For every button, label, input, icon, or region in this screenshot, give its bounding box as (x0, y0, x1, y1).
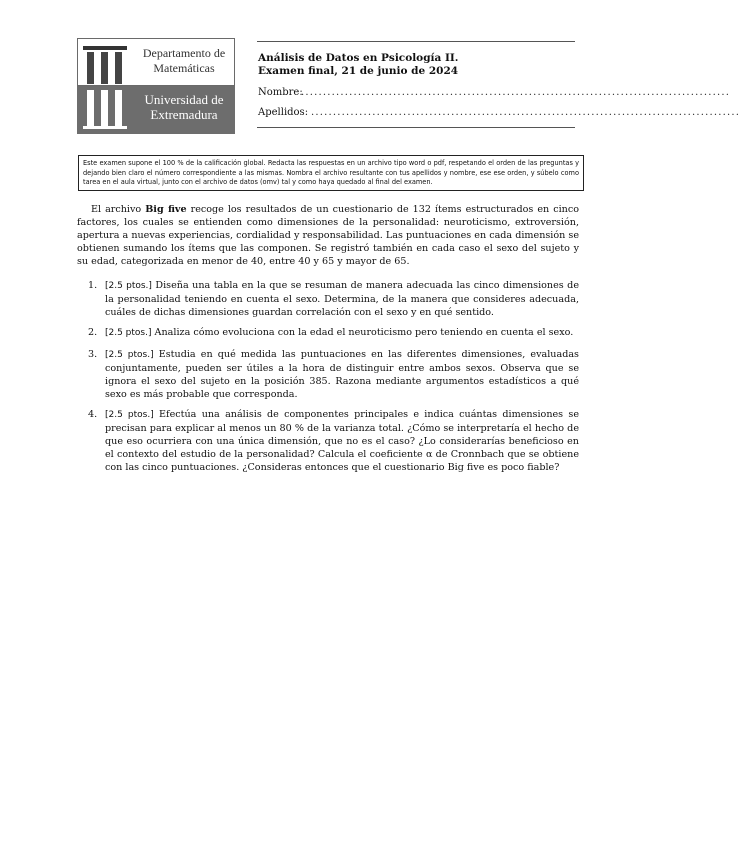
logo-department-text (135, 46, 233, 76)
question-number: 4. (88, 409, 98, 420)
question-2 (88, 326, 579, 340)
logo-department-line1: Departamento de (142, 46, 226, 60)
question-points: [2.5 ptos.] (105, 281, 152, 291)
question-4 (88, 408, 580, 474)
question-points: [2.5 ptos.] (105, 350, 154, 360)
exam-title (258, 52, 458, 78)
question-points: [2.5 ptos.] (105, 328, 152, 338)
exam-title-line1: Análisis de Datos en Psicología II. (258, 52, 459, 64)
logo-university-line1: Universidad de (144, 92, 224, 107)
question-text: Estudia en qué medida las puntuaciones en las diferentes dimensiones, evaluadas conjuntamente, pueden ser útiles a la hora de distinguir entre ambos sexos. Observa que se ignora el sexo del sujeto en la posición 385. Razona mediante argumentos estadísticos a qué sexo es más probable que corresponda. (105, 349, 579, 400)
surname-label: Apellidos: (258, 107, 309, 118)
logo-department-line2: Matemáticas (153, 61, 215, 75)
question-text: Efectúa una análisis de componentes principales e indica cuántas dimensiones se precisan para explicar al menos un 80 % de la varianza total. ¿Cómo se interpretaría el hecho de que eso ocurriera con una única dimensión, que no es el caso? ¿Lo considerarías beneficioso en el contexto del estudio de la personalidad? Calcula el coeficiente α de Cronnbach que se obtiene con las cinco puntuaciones. ¿Consideras entonces que el cuestionario Big five es poco fiable? (105, 409, 580, 473)
question-text: Analiza cómo evoluciona con la edad el neuroticismo pero teniendo en cuenta el sexo. (151, 327, 574, 338)
surname-fill-line: .................................................................................................. (311, 107, 740, 118)
question-3 (88, 348, 579, 401)
name-label: Nombre: (258, 87, 303, 98)
logo-columns-icon (77, 38, 135, 134)
logo-university-text (135, 92, 233, 122)
header-top-rule (257, 41, 575, 42)
question-1 (88, 279, 579, 319)
logo-university-line2: Extremadura (150, 107, 218, 122)
question-text: Diseña una tabla en la que se resuman de manera adecuada las cinco dimensiones de la personalidad teniendo en cuenta el sexo. Determina, de la manera que consideres adecuada, cuáles de dichas dimensiones guardan correlación con el sexo y en qué sentido. (105, 280, 579, 318)
university-logo (77, 38, 235, 134)
question-number: 1. (88, 280, 98, 291)
intro-paragraph (77, 203, 579, 268)
intro-text-before: El archivo (91, 204, 146, 215)
question-number: 2. (88, 327, 98, 338)
question-points: [2.5 ptos.] (105, 410, 154, 420)
header-bottom-rule (257, 127, 575, 128)
dataset-name: Big five (145, 204, 187, 215)
question-number: 3. (88, 349, 98, 360)
intro-text-after: recoge los resultados de un cuestionario de 132 ítems estructurados en cinco factores, los cuales se entienden como dimensiones de la personalidad: neuroticismo, extroversión, apertura a nuevas experiencias, cordialidad y responsabilidad. Las puntuaciones en cada dimensión se obtienen sumando los ítems que las componen. Se registró también en cada caso el sexo del sujeto y su edad, categorizada en menor de 40, entre 40 y 65 y mayor de 65. (77, 204, 579, 267)
exam-title-line2: Examen final, 21 de junio de 2024 (258, 65, 459, 77)
instructions-box: Este examen supone el 100 % de la calificación global. Redacta las respuestas en un archivo tipo word o pdf, respetando el orden de las preguntas y dejando bien claro el número correspondiente a las mismas. Nombra el archivo resultante con tus apellidos y nombre, ese ese orden, y súbelo como tarea en el aula virtual, junto con el archivo de datos (omv) tal y como haya quedado al final del examen. (78, 155, 584, 191)
name-fill-line: .................................................................................................. (301, 87, 731, 98)
